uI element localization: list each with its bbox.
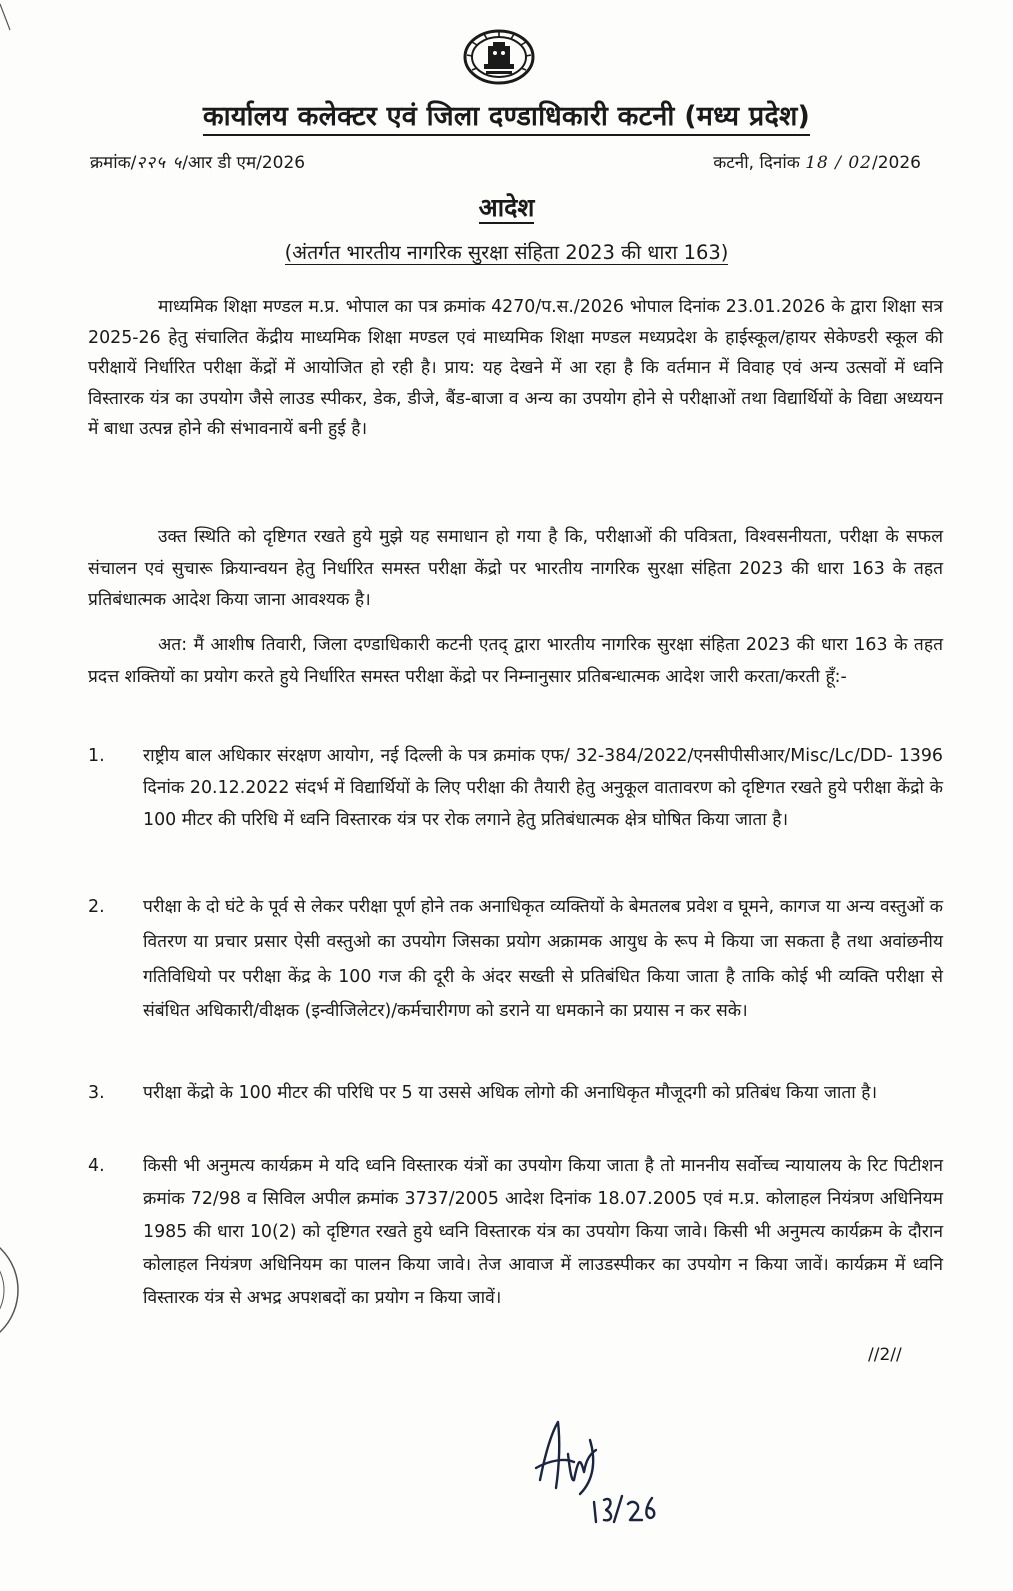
order-subheading-text: (अंतर्गत भारतीय नागरिक सुरक्षा संहिता 2023 की धारा 163) [284,241,729,264]
date-handwritten: 18 / 02 [805,153,872,173]
item-text: परीक्षा केंद्रो के 100 मीटर की परिधि पर 5 या उससे अधिक लोगो की अनाधिकृत मौजूदगी को प्रतिबंध किया जाता है। [143,1083,878,1103]
office-title-text: कार्यालय कलेक्टर एवं जिला दण्डाधिकारी कटनी (मध्य प्रदेश) [203,101,810,136]
paragraph-text: माध्यमिक शिक्षा मण्डल म.प्र. भोपाल का पत्र क्रमांक 4270/प.स./2026 भोपाल दिनांक 23.01.2026 के द्वारा शिक्षा सत्र 2025-26 हेतु संचालित केंद्रीय माध्यमिक शिक्षा मण्डल एवं माध्यमिक शिक्षा मण्डल मध्यप्रदेश के हाईस्कूल/हायर सेकेण्डरी स्कूल की परीक्षायें निर्धारित परीक्षा केंद्रों में आयोजित हो रही है। प्राय: यह देखने में आ रहा है कि वर्तमान में विवाह एवं अन्य उत्सवों में ध्वनि विस्तारक यंत्र का उपयोग जैसे लाउड स्पीकर, डेक, डीजे, बैंड-बाजा व अन्य का उपयोग होने से परीक्षाओं तथा विद्यार्थियों के विद्या अध्ययन में बाधा उत्पन्न होने की संभावनायें बनी हुई है। [88,297,943,440]
date-prefix: कटनी, दिनांक [713,153,806,173]
item-text: परीक्षा के दो घंटे के पूर्व से लेकर परीक्षा पूर्ण होने तक अनाधिकृत व्यक्तियों के बेमतलब प्रवेश व घूमने, कागज या अन्य वस्तुओं क वितरण या प्रचार प्रसार ऐसी वस्तुओ का उपयोग जिसका प्रयोग अक्रामक आयुध के रूप मे किया जा सकता है तथा अवांछनीय गतिविधियो पर परीक्षा केंद्र के 100 गज की दूरी के अंदर सख्ती से प्रतिबंधित किया जाता है ताकि कोई भी व्यक्ति परीक्षा से संबंधित अधिकारी/वीक्षक (इन्वीजिलेटर)/कर्मचारीगण को डराने या धमकाने का प्रयास न कर सके। [143,897,943,1022]
order-item-2 [88,890,943,1029]
order-heading-text: आदेश [478,193,535,222]
item-number: 3. [88,1083,105,1103]
paragraph-1 [88,292,943,445]
order-date [713,150,921,173]
item-text: राष्ट्रीय बाल अधिकार संरक्षण आयोग, नई दिल्ली के पत्र क्रमांक एफ/ 32-384/2022/एनसीपीसीआर/Misc/Lc/DD- 1396 दिनांक 20.12.2022 संदर्भ में विद्यार्थियों के लिए परीक्षा की तैयारी हेतु अनुकूल वातावरण को दृष्टिगत रखते हुये परीक्षा केंद्रो के 100 मीटर की परिधि में ध्वनि विस्तारक यंत्र पर रोक लगाने हेतु प्रतिबंधात्मक क्षेत्र घोषित किया जाता है। [143,746,943,831]
paragraph-3 [88,629,943,693]
item-number: 4. [88,1156,105,1176]
item-number: 1. [88,746,105,766]
item-number: 2. [88,897,105,917]
office-title [60,96,953,133]
reference-prefix: क्रमांक/ [90,153,137,173]
reference-suffix: /आर डी एम/2026 [182,153,306,173]
page-corner-mark [0,0,14,38]
order-item-3 [88,1077,943,1109]
magistrate-seal-icon [0,1215,20,1365]
state-emblem-icon [462,28,536,86]
item-text: किसी भी अनुमत्य कार्यक्रम मे यदि ध्वनि विस्तारक यंत्रों का उपयोग किया जाता है तो माननीय सर्वोच्च न्यायालय के रिट पिटीशन क्रमांक 72/98 व सिविल अपील क्रमांक 3737/2005 आदेश दिनांक 18.07.2005 एवं म.प्र. कोलाहल नियंत्रण अधिनियम 1985 की धारा 10(2) को दृष्टिगत रखते हुये ध्वनि विस्तारक यंत्र का उपयोग किया जावे। किसी भी अनुमत्य कार्यक्रम के दौरान कोलाहल नियंत्रण अधिनियम का पालन किया जावे। तेज आवाज में लाउडस्पीकर का उपयोग न किया जावें। कार्यक्रम में ध्वनि विस्तारक यंत्र से अभद्र अपशबदों का प्रयोग न किया जावें। [143,1156,943,1308]
paragraph-text: उक्त स्थिति को दृष्टिगत रखते हुये मुझे यह समाधान हो गया है कि, परीक्षाओं की पवित्रता, विश्वसनीयता, परीक्षा के सफल संचालन एवं सुचारू क्रियान्वयन हेतु निर्धारित समस्त परीक्षा केंद्रो पर भारतीय नागरिक सुरक्षा संहिता 2023 की धारा 163 के तहत प्रतिबंधात्मक आदेश किया जाना आवश्यक है। [88,527,943,610]
reference-handwritten: २२५ ५ [136,153,183,173]
paragraph-text: अत: मैं आशीष तिवारी, जिला दण्डाधिकारी कटनी एतद् द्वारा भारतीय नागरिक सुरक्षा संहिता 2023 की धारा 163 के तहत प्रदत्त शक्तियों का प्रयोग करते हुये निर्धारित समस्त परीक्षा केंद्रो पर निम्नानुसार प्रतिबन्धात्मक आदेश जारी करता/करती हूँ:- [88,635,943,687]
date-suffix: /2026 [872,153,921,173]
paragraph-2 [88,522,943,617]
signature-icon [510,1410,700,1530]
page-continuation-mark: //2// [868,1345,902,1365]
order-subheading [0,238,1013,265]
order-item-1 [88,740,943,837]
order-item-4 [88,1150,943,1315]
order-heading [0,190,1013,224]
reference-number [90,150,305,173]
